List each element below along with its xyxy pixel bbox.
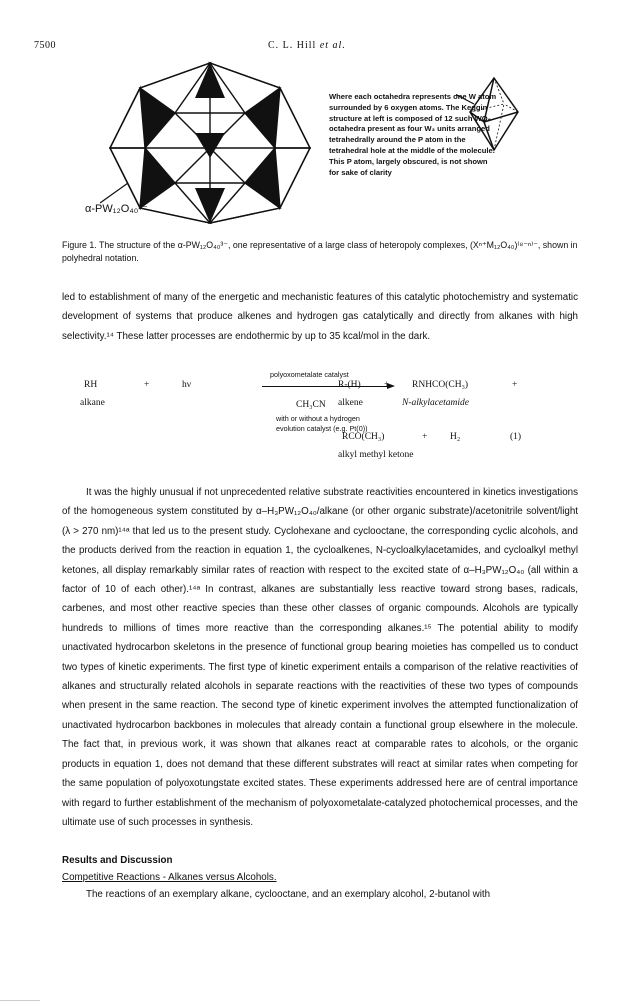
equation-number: (1) — [510, 432, 522, 442]
paragraph-main: It was the highly unusual if not unprecedented relative substrate reactivities encountered in kinetics investigations of the homogeneous system constituted by α–H₃PW₁₂O₄₀/alkane (or other organic substrate)/acetonitrile solvent/light (λ > 270 nm)¹⁴ᵃ that led us to the present study. Cyclohexane and cyclooctane, the corresponding cyclic alcohols, and the products derived from the reaction in equation 1, the cycloalkenes, N-cycloalkylacetamides, and cycloalkyl methyl ketones, all display remarkably similar rates of reaction with respect to the excited state of α–H₃PW₁₂O₄₀ (all within a factor of 10 of each other).¹⁴ᵃ In contrast, alkanes are substantially less reactive toward strong bases, radicals, carbenes, and most other reactive species than these other classes of organic compounds. Alcohols are typically hundreds to millions of times more reactive than the corresponding alkanes.¹⁵ The potential ability to modify unactivated hydrocarbon skeletons in the presence of functional group bearing moieties has compelled us to conduct two types of kinetic experiments. The first type of kinetic experiment entails a comparison of the relative reactivities of alkanes and structurally related alcohols in separate reactions with the reactivities of these two types of compounds when present in the same reaction. The second type of kinetic experiment involves the attempted functionalization of unactivated hydrocarbon backbones in molecules that already contain a functional group elsewhere in the molecule. The fact that, in previous work, it was shown that alkanes react at comparable rates to alcohols, or the organic products in equation 1, does not demand that these different substrates will react at similar rates when competing for the same population of polyoxotungstate excited states. These experiments addressed here are of central importance with regard to further establishment of the mechanism of polyoxometalate-catalyzed photochemical processes, and the ultimate use of such processes in synthesis. — [62, 487, 578, 828]
amide-label: N-alkylacetamide — [402, 398, 470, 408]
reaction-scheme — [62, 368, 582, 478]
running-head-author: C. L. Hill — [268, 40, 317, 51]
ketone-label: alkyl methyl ketone — [338, 450, 414, 460]
plus-sign: + — [144, 380, 150, 390]
figure-note: Where each octahedra represents one W atom surrounded by 6 oxygen atoms. The Keggin structure at left is composed of 12 such WO₆ octahedra present as four W₃ units arranged tetrahedrally around the P atom in the tetrahedral hole at the middle of the molecule. This P atom, largely obscured, is not shown for sake of clarity — [329, 92, 497, 177]
running-head — [268, 40, 346, 51]
running-head-etal: et al. — [319, 40, 346, 51]
reaction-arrow — [262, 386, 392, 387]
product-h2: H₂ — [450, 432, 461, 442]
product-ketone: RCO(CH₃) — [342, 432, 385, 442]
paragraph-intro: led to establishment of many of the energetic and mechanistic features of this catalytic photochemistry and systematic development of systems that produce alkenes and hydrogen gas catalytically and directly from alkanes with high selectivity.¹⁴ These latter processes are endothermic by up to 35 kcal/mol in the dark. — [62, 292, 578, 342]
octahedron-figure — [456, 70, 526, 160]
structure-formula-label: α-PW₁₂O₄₀³⁻ — [85, 203, 148, 215]
paragraph-last-line: The reactions of an exemplary alkane, cyclooctane, and an exemplary alcohol, 2-butanol with — [86, 889, 491, 900]
light-hv: hν — [182, 380, 192, 390]
alkene-label: alkene — [338, 398, 363, 408]
structure-pointer — [100, 183, 128, 203]
product-amide: RNHCO(CH₃) — [412, 380, 469, 390]
product-alkene: R-(H) — [338, 380, 361, 390]
plus-sign-3: + — [512, 380, 518, 390]
reactant-rh: RH — [84, 380, 98, 390]
plus-sign-2: + — [384, 380, 390, 390]
page-number: 7500 — [34, 40, 56, 51]
alkane-label: alkane — [80, 398, 105, 408]
footer-rule — [0, 1000, 40, 1001]
subsection-heading: Competitive Reactions - Alkanes versus Alcohols. — [62, 872, 277, 883]
figure-caption: Figure 1. The structure of the α-PW₁₂O₄₀³⁻, one representative of a large class of heteropoly complexes, (Xⁿ⁺M₁₂O₄₀)⁽⁸⁻ⁿ⁾⁻, shown in polyhedral notation. — [62, 240, 578, 263]
plus-sign-4: + — [422, 432, 428, 442]
catalyst-label: polyoxometalate catalyst — [270, 370, 349, 379]
conditions-label: with or without a hydrogen evolution catalyst (e.g. Pt(0)) — [276, 414, 368, 433]
solvent-label: CH₃CN — [296, 400, 326, 410]
section-heading: Results and Discussion — [62, 855, 173, 866]
